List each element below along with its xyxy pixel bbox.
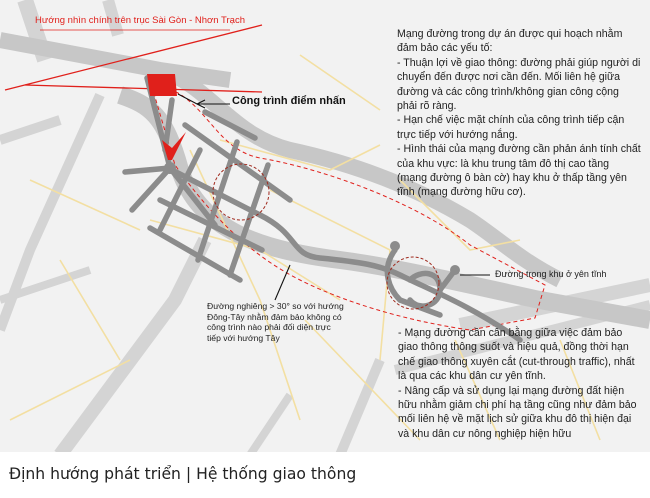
intro-line: - Hình thái của mạng đường cần phản ánh tính chất của khu vực: là khu trung tâm đô thị cao tầng (mạng đường ô bàn cờ) hay khu ở thấp tầng yên tĩnh (mạng đường hữu cơ).	[397, 143, 641, 199]
sightline-axis-label: Hướng nhìn chính trên trục Sài Gòn - Nhơn Trạch	[35, 15, 245, 26]
quiet-road-label: Đường trong khu ở yên tĩnh	[495, 269, 607, 279]
bottom-line: - Nâng cấp và sử dụng lại mạng đường đất hiện hữu nhằm giảm chi phí hạ tầng cũng như đảm bảo mối liên hệ về mặt lịch sử giữa khu đô thị hiện đại và khu dân cư nông nghiệp hiện hữu	[398, 384, 637, 440]
landmark-label: Công trình điểm nhấn	[232, 95, 346, 107]
intro-line: - Hạn chế việc mặt chính của công trình tiếp cận trực tiếp với hướng nắng.	[397, 114, 625, 141]
intro-line: - Thuận lợi về giao thông: đường phải giúp người di chuyển đến được nơi cần đến. Mối liên hệ giữa đường và các công trình/không gian công cộng phải rõ ràng.	[397, 56, 641, 113]
bottom-text-block	[398, 326, 642, 441]
intro-line: Mạng đường trong dự án được qui hoạch nhằm đảm bảo các yếu tố:	[397, 28, 623, 55]
page-caption: Định hướng phát triển | Hệ thống giao thông	[9, 465, 357, 483]
diagonal-road-note: Đường nghiêng > 30° so với hướng Đông-Tây nhằm đảm bảo không có công trình nào phải đối diện trực tiếp với hướng Tây	[207, 301, 344, 343]
bottom-line: - Mạng đường cần cân bằng giữa việc đảm bảo giao thông thông suốt và hiệu quả, đồng thời hạn chế giao thông xuyên cắt (cut-through traffic), nhất là qua các khu dân cư yên tĩnh.	[398, 327, 635, 383]
intro-text-block	[397, 27, 641, 200]
